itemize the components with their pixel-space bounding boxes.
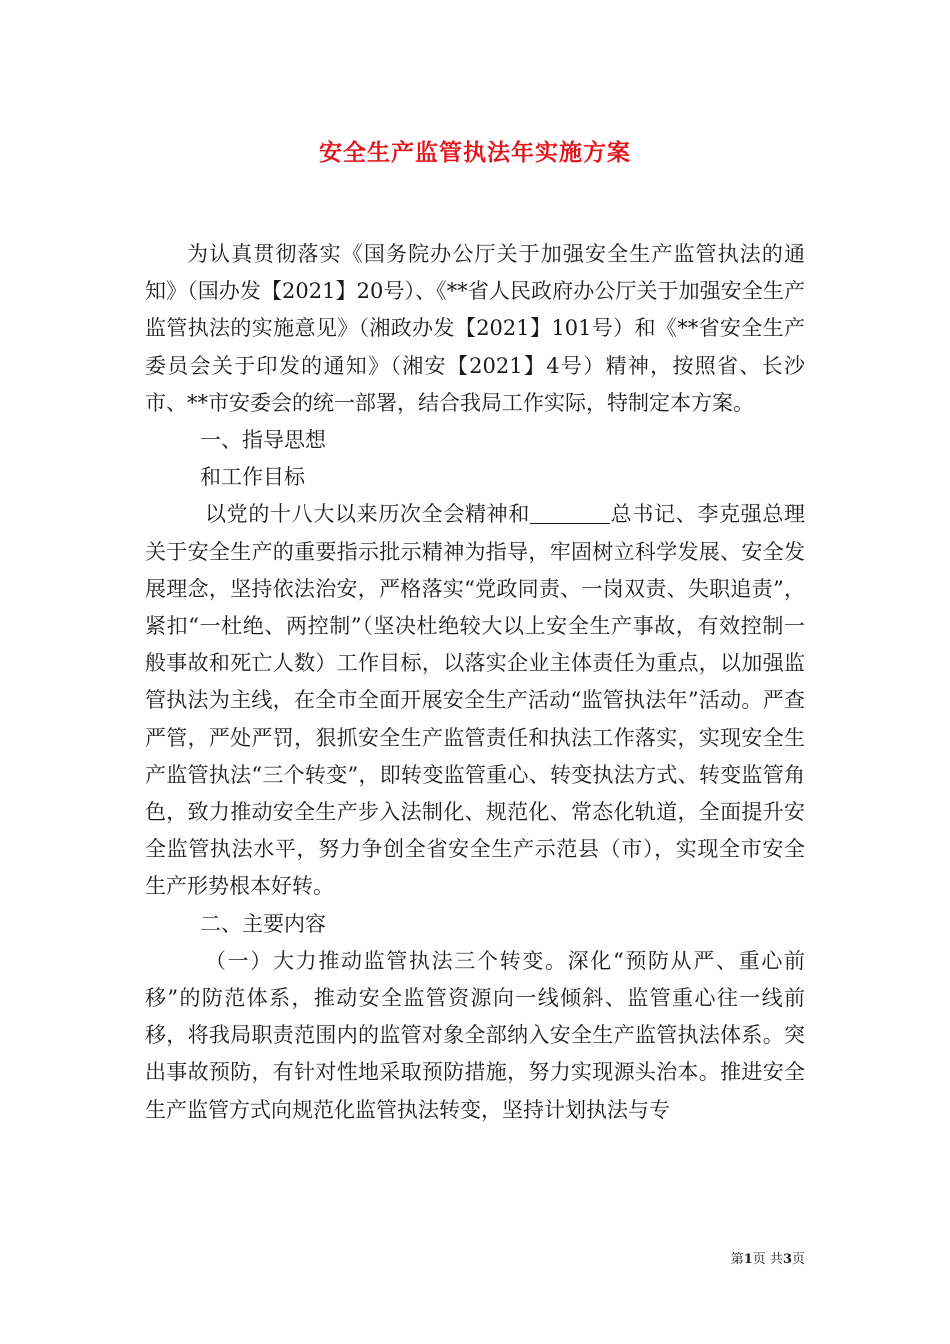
guiding-thought-paragraph — [145, 496, 805, 905]
section-1-paragraph: （一）大力推动监管执法三个转变。深化“预防从严、重心前移”的防范体系，推动安全监管资源向一线倾斜、监管重心往一线前移，将我局职责范围内的监管对象全部纳入安全生产监管执法体系。突出事故预防，有针对性地采取预防措施，努力实现源头治本。推进安全生产监管方式向规范化监管执法转变，坚持计划执法与专 — [145, 948, 805, 1122]
total-page-number: 3 — [782, 1252, 792, 1267]
guiding-thought-text-rest: 总书记、李克强总理关于安全生产的重要指示批示精神为指导，牢固树立科学发展、安全发展理念，坚持依法治安，严格落实“党政同责、一岗双责、失职追责”，紧扣“一杜绝、两控制”（坚决杜绝较大以上安全生产事故，有效控制一般事故和死亡人数）工作目标，以落实企业主体责任为重点，以加强监管执法为主线，在全市全面开展安全生产活动“监管执法年”活动。严查严管，严处严罚，狠抓安全生产监管责任和执法工作落实，实现安全生产监管执法“三个转变”，即转变监管重心、转变执法方式、转变监管角色，致力推动安全生产步入法制化、规范化、常态化轨道，全面提升安全监管执法水平，努力争创全省安全生产示范县（市），实现全市安全生产形势根本好转。 — [145, 502, 805, 899]
section-heading-1-continued: 和工作目标 — [200, 465, 305, 490]
footer-middle: 页 共 — [752, 1252, 783, 1267]
section-heading-2: 二、主要内容 — [200, 911, 326, 936]
footer-prefix: 第 — [730, 1252, 744, 1267]
section-heading-1: 一、指导思想 — [200, 428, 326, 453]
page-number-footer — [731, 1248, 805, 1267]
document-title: 安全生产监管执法年实施方案 — [319, 139, 631, 166]
intro-paragraph: 为认真贯彻落实《国务院办公厅关于加强安全生产监管执法的通知》（国办发【2021】20号）、《**省人民政府办公厅关于加强安全生产监管执法的实施意见》（湘政办发【2021】101号）和《**省安全生产委员会关于印发的通知》（湘安【2021】4号）精神，按照省、长沙市、**市安委会的统一部署，结合我局工作实际，特制定本方案。 — [145, 242, 805, 415]
footer-suffix: 页 — [791, 1252, 805, 1267]
current-page-number: 1 — [743, 1252, 753, 1267]
blank-underline — [530, 502, 610, 524]
guiding-thought-text-start: 以党的十八大以来历次全会精神和 — [205, 502, 530, 527]
document-body — [145, 236, 805, 1129]
